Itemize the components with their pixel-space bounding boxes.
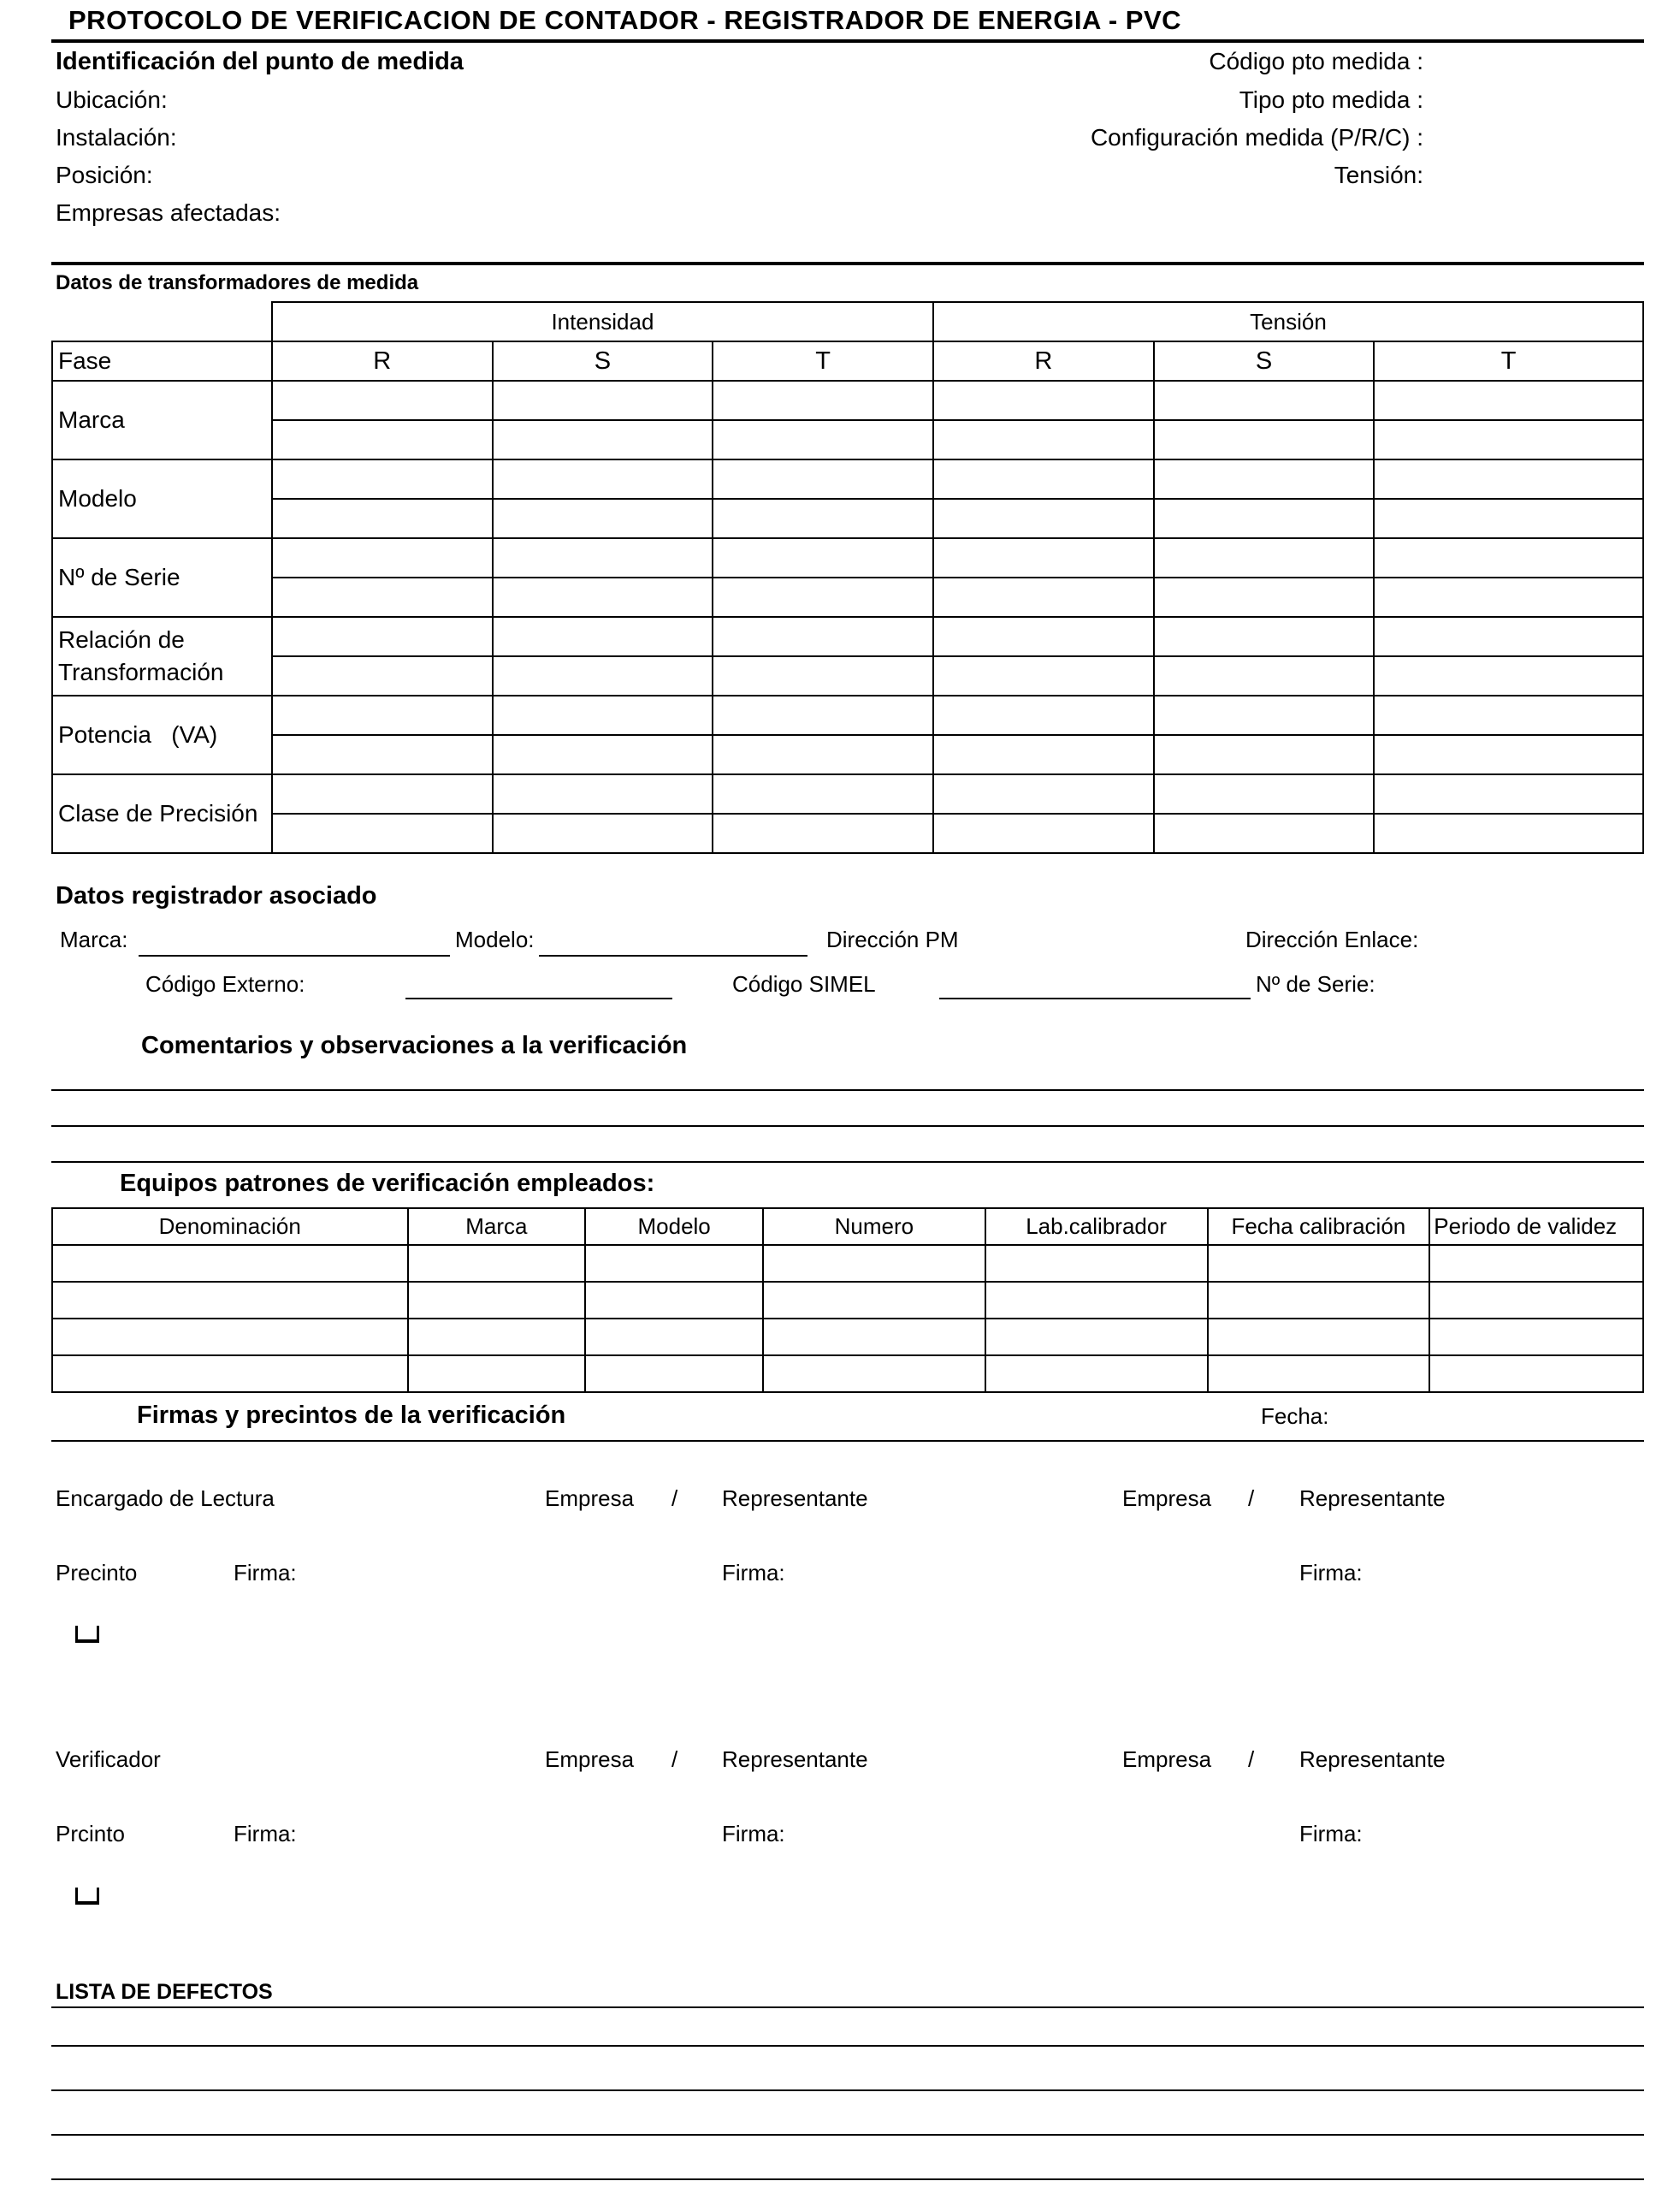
block2-slash: / — [671, 1746, 678, 1772]
registrador-codigo-externo-field[interactable] — [405, 998, 672, 999]
input-cell[interactable] — [408, 1282, 586, 1319]
input-cell[interactable] — [1374, 774, 1643, 814]
input-cell[interactable] — [1374, 578, 1643, 617]
input-cell[interactable] — [1374, 656, 1643, 696]
input-cell[interactable] — [933, 814, 1154, 853]
section-rule — [51, 262, 1644, 265]
ident-config-label: Configuración medida (P/R/C) : — [1090, 124, 1423, 151]
input-cell[interactable] — [933, 538, 1154, 578]
equipos-col-header: Lab.calibrador — [985, 1208, 1208, 1245]
input-cell[interactable] — [493, 538, 713, 578]
block1-slash2: / — [1248, 1485, 1255, 1511]
input-cell[interactable] — [713, 578, 933, 617]
input-cell[interactable] — [272, 774, 493, 814]
input-cell[interactable] — [1374, 538, 1643, 578]
row-label: Marca — [52, 381, 272, 459]
input-cell[interactable] — [713, 538, 933, 578]
input-cell[interactable] — [713, 814, 933, 853]
input-cell[interactable] — [1374, 381, 1643, 420]
input-cell[interactable] — [1208, 1245, 1430, 1282]
input-cell[interactable] — [713, 696, 933, 735]
input-cell[interactable] — [493, 735, 713, 774]
block2-empresa2-label: Empresa — [1122, 1746, 1212, 1772]
input-cell[interactable] — [493, 617, 713, 656]
ident-heading: Identificación del punto de medida — [56, 48, 464, 75]
equipos-heading: Equipos patrones de verificación empleados: — [120, 1170, 655, 1197]
input-cell[interactable] — [585, 1319, 763, 1355]
registrador-direccion-enlace-label: Dirección Enlace: — [1245, 927, 1419, 952]
input-cell[interactable] — [272, 617, 493, 656]
input-cell[interactable] — [933, 381, 1154, 420]
equipos-table — [51, 1207, 1644, 1393]
input-cell[interactable] — [1374, 735, 1643, 774]
input-cell[interactable] — [1154, 656, 1375, 696]
input-cell[interactable] — [1154, 420, 1375, 459]
input-cell[interactable] — [933, 499, 1154, 538]
input-cell[interactable] — [1374, 459, 1643, 499]
input-cell[interactable] — [763, 1282, 985, 1319]
registrador-marca-label: Marca: — [60, 927, 128, 952]
ident-empresas-label: Empresas afectadas: — [56, 199, 281, 226]
input-cell[interactable] — [52, 1355, 408, 1392]
input-cell[interactable] — [985, 1282, 1208, 1319]
comentarios-line[interactable] — [51, 1089, 1644, 1091]
block2-empresa-label: Empresa — [545, 1746, 635, 1772]
phase-header: T — [713, 341, 933, 381]
input-cell[interactable] — [1429, 1245, 1643, 1282]
firmas-fecha-label: Fecha: — [1261, 1403, 1329, 1429]
registrador-modelo-label: Modelo: — [455, 927, 535, 952]
phase-header: T — [1374, 341, 1643, 381]
row-label: Relación de Transformación — [52, 617, 272, 696]
transformers-heading: Datos de transformadores de medida — [56, 271, 419, 294]
input-cell[interactable] — [52, 1319, 408, 1355]
phase-header: R — [272, 341, 493, 381]
block2-firma-label: Firma: — [234, 1821, 297, 1846]
input-cell[interactable] — [1374, 420, 1643, 459]
defectos-line[interactable] — [51, 2178, 1644, 2180]
registrador-direccion-pm-label: Dirección PM — [826, 927, 959, 952]
ident-instalacion-label: Instalación: — [56, 124, 177, 151]
input-cell[interactable] — [1154, 381, 1375, 420]
input-cell[interactable] — [493, 420, 713, 459]
input-cell[interactable] — [272, 420, 493, 459]
input-cell[interactable] — [493, 696, 713, 735]
defectos-line[interactable] — [51, 2089, 1644, 2091]
ident-ubicacion-label: Ubicación: — [56, 86, 168, 113]
input-cell[interactable] — [1154, 735, 1375, 774]
input-cell[interactable] — [933, 459, 1154, 499]
input-cell[interactable] — [985, 1245, 1208, 1282]
input-cell[interactable] — [713, 735, 933, 774]
input-cell[interactable] — [933, 735, 1154, 774]
block2-firma2-label: Firma: — [722, 1821, 785, 1846]
defectos-line[interactable] — [51, 2045, 1644, 2047]
block1-representante-label: Representante — [722, 1485, 868, 1511]
input-cell[interactable] — [763, 1245, 985, 1282]
input-cell[interactable] — [1208, 1282, 1430, 1319]
block1-firma2-label: Firma: — [722, 1560, 785, 1585]
input-cell[interactable] — [272, 735, 493, 774]
input-cell[interactable] — [985, 1355, 1208, 1392]
input-cell[interactable] — [493, 578, 713, 617]
block2-seal-label: Prcinto — [56, 1821, 125, 1846]
block1-empresa2-label: Empresa — [1122, 1485, 1212, 1511]
row-label: Modelo — [52, 459, 272, 538]
input-cell[interactable] — [272, 696, 493, 735]
input-cell[interactable] — [1374, 814, 1643, 853]
phase-header: S — [493, 341, 713, 381]
row-label: Clase de Precisión — [52, 774, 272, 853]
registrador-marca-field[interactable] — [139, 955, 450, 957]
block2-firma3-label: Firma: — [1299, 1821, 1363, 1846]
row-label: Potencia (VA) — [52, 696, 272, 774]
input-cell[interactable] — [713, 420, 933, 459]
input-cell[interactable] — [585, 1282, 763, 1319]
input-cell[interactable] — [1429, 1282, 1643, 1319]
ident-posicion-label: Posición: — [56, 162, 153, 188]
input-cell[interactable] — [1429, 1355, 1643, 1392]
comentarios-heading: Comentarios y observaciones a la verificación — [141, 1032, 688, 1059]
firmas-rule — [51, 1440, 1644, 1442]
seal-icon — [75, 1888, 99, 1905]
input-cell[interactable] — [933, 774, 1154, 814]
group-tension: Tensión — [933, 302, 1643, 341]
input-cell[interactable] — [272, 459, 493, 499]
input-cell[interactable] — [763, 1355, 985, 1392]
registrador-n-serie-label: Nº de Serie: — [1256, 971, 1375, 997]
input-cell[interactable] — [1154, 774, 1375, 814]
block1-empresa-label: Empresa — [545, 1485, 635, 1511]
registrador-codigo-simel-label: Código SIMEL — [732, 971, 876, 997]
input-cell[interactable] — [493, 814, 713, 853]
input-cell[interactable] — [985, 1319, 1208, 1355]
input-cell[interactable] — [272, 656, 493, 696]
input-cell[interactable] — [493, 656, 713, 696]
input-cell[interactable] — [713, 617, 933, 656]
block1-seal-label: Precinto — [56, 1560, 138, 1585]
group-intensidad: Intensidad — [272, 302, 933, 341]
input-cell[interactable] — [933, 656, 1154, 696]
block1-slash: / — [671, 1485, 678, 1511]
input-cell[interactable] — [713, 499, 933, 538]
block2-role: Verificador — [56, 1746, 161, 1772]
equipos-col-header: Modelo — [585, 1208, 763, 1245]
input-cell[interactable] — [585, 1245, 763, 1282]
phase-header: R — [933, 341, 1154, 381]
input-cell[interactable] — [1374, 696, 1643, 735]
block1-firma3-label: Firma: — [1299, 1560, 1363, 1585]
input-cell[interactable] — [493, 459, 713, 499]
input-cell[interactable] — [1154, 617, 1375, 656]
input-cell[interactable] — [1208, 1319, 1430, 1355]
registrador-modelo-field[interactable] — [539, 955, 807, 957]
input-cell[interactable] — [272, 538, 493, 578]
input-cell[interactable] — [713, 459, 933, 499]
defectos-line[interactable] — [51, 2006, 1644, 2008]
block2-representante2-label: Representante — [1299, 1746, 1446, 1772]
phase-label: Fase — [52, 341, 272, 381]
comentarios-line[interactable] — [51, 1125, 1644, 1127]
input-cell[interactable] — [1374, 617, 1643, 656]
input-cell[interactable] — [933, 696, 1154, 735]
input-cell[interactable] — [1154, 696, 1375, 735]
equipos-col-header: Marca — [408, 1208, 586, 1245]
input-cell[interactable] — [1154, 459, 1375, 499]
title-rule — [51, 39, 1644, 43]
input-cell[interactable] — [933, 578, 1154, 617]
input-cell[interactable] — [1208, 1355, 1430, 1392]
ident-tipo-label: Tipo pto medida : — [1239, 86, 1423, 113]
input-cell[interactable] — [933, 420, 1154, 459]
block1-role: Encargado de Lectura — [56, 1485, 275, 1511]
input-cell[interactable] — [272, 499, 493, 538]
seal-icon — [75, 1626, 99, 1643]
input-cell[interactable] — [1154, 578, 1375, 617]
input-cell[interactable] — [493, 774, 713, 814]
input-cell[interactable] — [933, 617, 1154, 656]
input-cell[interactable] — [1154, 538, 1375, 578]
input-cell[interactable] — [408, 1245, 586, 1282]
phase-header: S — [1154, 341, 1375, 381]
input-cell[interactable] — [272, 814, 493, 853]
page-title: PROTOCOLO DE VERIFICACION DE CONTADOR - REGISTRADOR DE ENERGIA - PVC — [68, 5, 1182, 35]
registrador-codigo-externo-label: Código Externo: — [145, 971, 305, 997]
block2-slash2: / — [1248, 1746, 1255, 1772]
equipos-col-header: Numero — [763, 1208, 985, 1245]
input-cell[interactable] — [713, 656, 933, 696]
input-cell[interactable] — [493, 381, 713, 420]
row-label: Nº de Serie — [52, 538, 272, 617]
input-cell[interactable] — [1154, 499, 1375, 538]
input-cell[interactable] — [52, 1282, 408, 1319]
registrador-codigo-simel-field[interactable] — [939, 998, 1251, 999]
input-cell[interactable] — [713, 774, 933, 814]
input-cell[interactable] — [272, 381, 493, 420]
block2-representante-label: Representante — [722, 1746, 868, 1772]
input-cell[interactable] — [408, 1319, 586, 1355]
input-cell[interactable] — [493, 499, 713, 538]
defectos-heading: LISTA DE DEFECTOS — [56, 1980, 273, 2004]
registrador-heading: Datos registrador asociado — [56, 882, 377, 910]
block1-firma-label: Firma: — [234, 1560, 297, 1585]
comentarios-line[interactable] — [51, 1161, 1644, 1163]
input-cell[interactable] — [1429, 1319, 1643, 1355]
firmas-heading: Firmas y precintos de la verificación — [137, 1402, 566, 1429]
input-cell[interactable] — [1154, 814, 1375, 853]
equipos-col-header: Fecha calibración — [1208, 1208, 1430, 1245]
input-cell[interactable] — [272, 578, 493, 617]
defectos-line[interactable] — [51, 2134, 1644, 2136]
input-cell[interactable] — [585, 1355, 763, 1392]
input-cell[interactable] — [1374, 499, 1643, 538]
input-cell[interactable] — [408, 1355, 586, 1392]
equipos-col-header: Periodo de validez — [1429, 1208, 1643, 1245]
transformers-table — [51, 301, 1644, 854]
ident-tension-label: Tensión: — [1334, 162, 1423, 188]
ident-codigo-label: Código pto medida : — [1209, 48, 1423, 74]
input-cell[interactable] — [52, 1245, 408, 1282]
block1-representante2-label: Representante — [1299, 1485, 1446, 1511]
input-cell[interactable] — [763, 1319, 985, 1355]
input-cell[interactable] — [713, 381, 933, 420]
equipos-col-header: Denominación — [52, 1208, 408, 1245]
